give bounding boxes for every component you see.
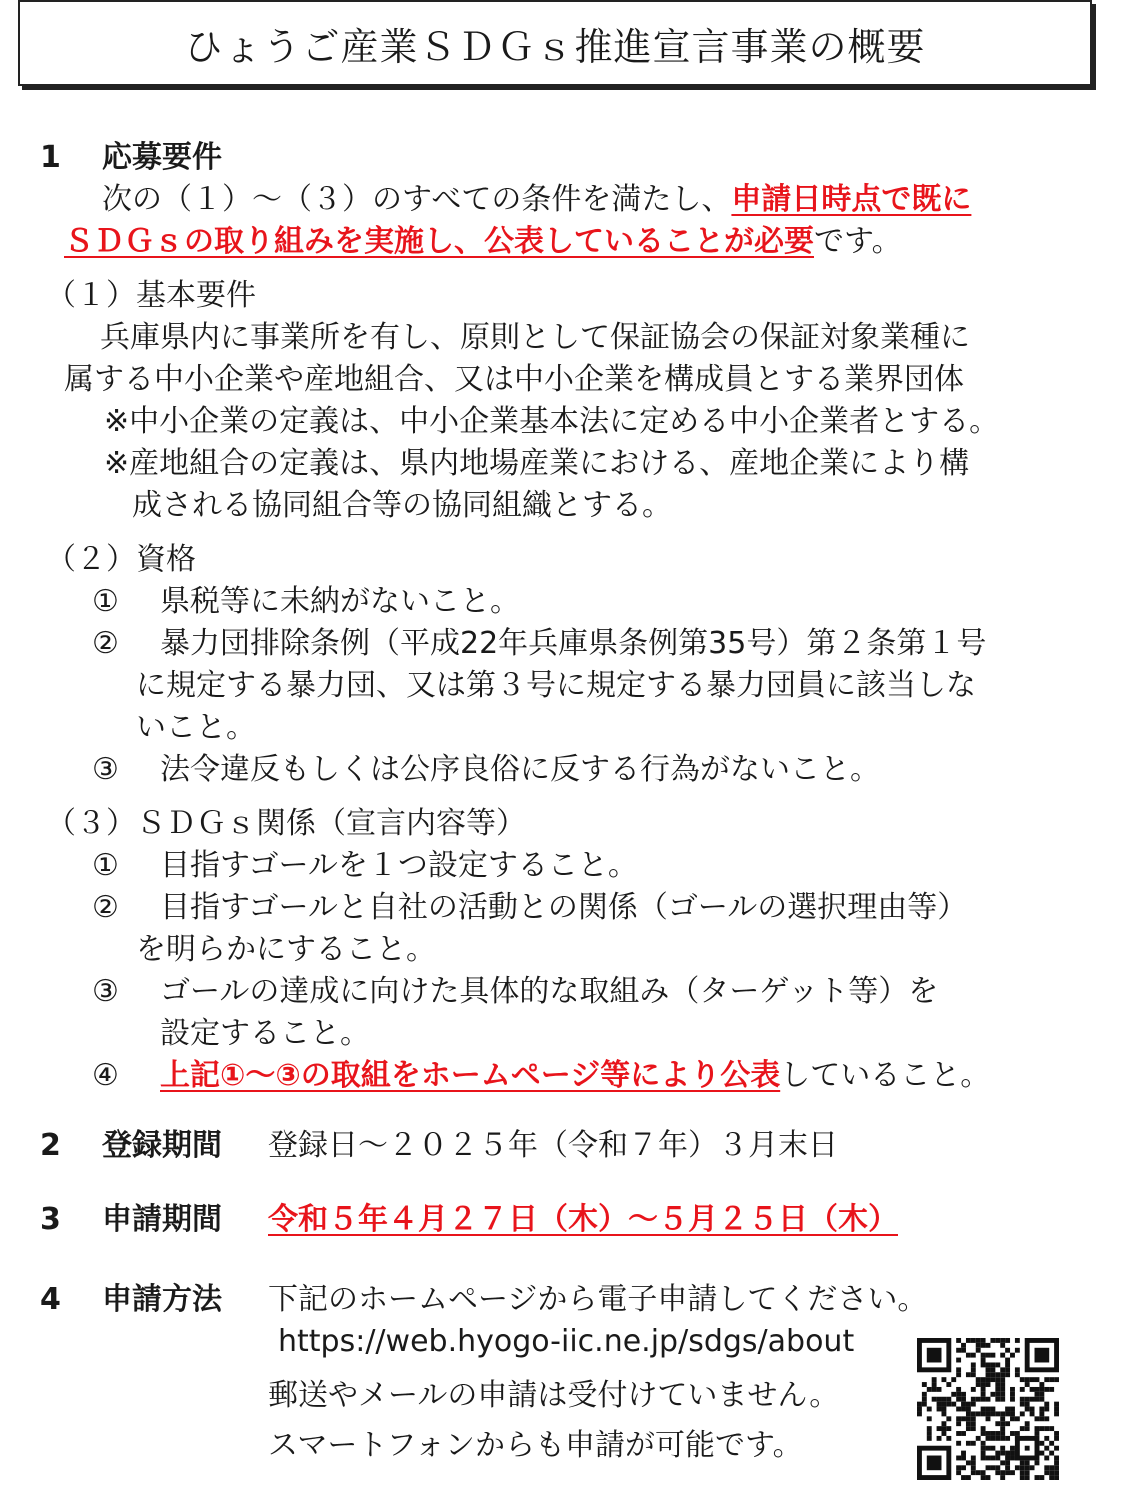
list-item-cont: に規定する暴力団、又は第３号に規定する暴力団員に該当しな: [136, 668, 976, 703]
body-text: スマートフォンからも申請が可能です。: [268, 1428, 803, 1463]
application-url-link[interactable]: https://web.hyogo-iic.ne.jp/sdgs/about: [278, 1324, 855, 1359]
section-number: 3: [40, 1202, 61, 1237]
note-text: ※産地組合の定義は、県内地場産業における、産地企業により構: [104, 446, 970, 481]
list-item: 目指すゴールを１つ設定すること。: [160, 848, 638, 883]
list-item-mark: ③: [92, 974, 119, 1009]
intro-text: です。: [814, 224, 902, 259]
list-item-mark: ②: [92, 626, 119, 661]
requirement-intro: [102, 180, 971, 220]
list-item-mark: ④: [92, 1058, 119, 1093]
body-text: 郵送やメールの申請は受付けていません。: [268, 1378, 840, 1413]
list-item-mark: ②: [92, 890, 119, 925]
subsection-heading: （２）資格: [46, 542, 196, 577]
body-text: 下記のホームページから電子申請してください。: [268, 1282, 928, 1317]
list-item-mark: ①: [92, 584, 119, 619]
list-item-mark: ③: [92, 752, 119, 787]
list-item-mark: ①: [92, 848, 119, 883]
page-title: ひょうご産業ＳＤＧｓ推進宣言事業の概要: [18, 0, 1092, 86]
application-period-value: 令和５年４月２７日（木）～５月２５日（木）: [268, 1202, 898, 1237]
body-text: 属する中小企業や産地組合、又は中小企業を構成員とする業界団体: [64, 362, 964, 397]
intro-emphasis: ＳＤＧｓの取り組みを実施し、公表していることが必要: [64, 224, 814, 259]
qr-code-icon[interactable]: [917, 1338, 1059, 1480]
list-item: 暴力団排除条例（平成22年兵庫県条例第35号）第２条第１号: [160, 626, 987, 661]
publish-emphasis: 上記①～③の取組をホームページ等により公表: [160, 1058, 781, 1093]
section-number: 2: [40, 1128, 61, 1163]
registration-period: 登録日～２０２５年（令和７年）３月末日: [268, 1128, 838, 1163]
list-item-cont: を明らかにすること。: [136, 932, 436, 967]
list-item-cont: いこと。: [136, 710, 256, 745]
body-text: 兵庫県内に事業所を有し、原則として保証協会の保証対象業種に: [100, 320, 970, 355]
application-period: [268, 1200, 898, 1240]
section-number: 4: [40, 1282, 61, 1317]
section-label: 応募要件: [102, 140, 222, 175]
note-text: ※中小企業の定義は、中小企業基本法に定める中小企業者とする。: [104, 404, 1000, 439]
note-text: 成される協同組合等の協同組織とする。: [132, 488, 672, 523]
requirement-intro-cont: [64, 222, 902, 262]
section-label: 申請期間: [102, 1202, 222, 1237]
section-label: 申請方法: [102, 1282, 222, 1317]
subsection-heading: （３）ＳＤＧｓ関係（宣言内容等）: [46, 806, 526, 841]
subsection-heading: （１）基本要件: [46, 278, 256, 313]
list-item: [160, 1056, 990, 1096]
list-item-cont: 設定すること。: [160, 1016, 370, 1051]
section-number: 1: [40, 140, 61, 175]
list-item-text: していること。: [780, 1058, 991, 1093]
intro-emphasis: 申請日時点で既に: [731, 182, 972, 217]
intro-text: 次の（１）～（３）のすべての条件を満たし、: [102, 182, 732, 217]
list-item: 目指すゴールと自社の活動との関係（ゴールの選択理由等）: [160, 890, 968, 925]
list-item: 法令違反もしくは公序良俗に反する行為がないこと。: [160, 752, 880, 787]
list-item: 県税等に未納がないこと。: [160, 584, 520, 619]
list-item: ゴールの達成に向けた具体的な取組み（ターゲット等）を: [160, 974, 939, 1009]
section-label: 登録期間: [102, 1128, 222, 1163]
